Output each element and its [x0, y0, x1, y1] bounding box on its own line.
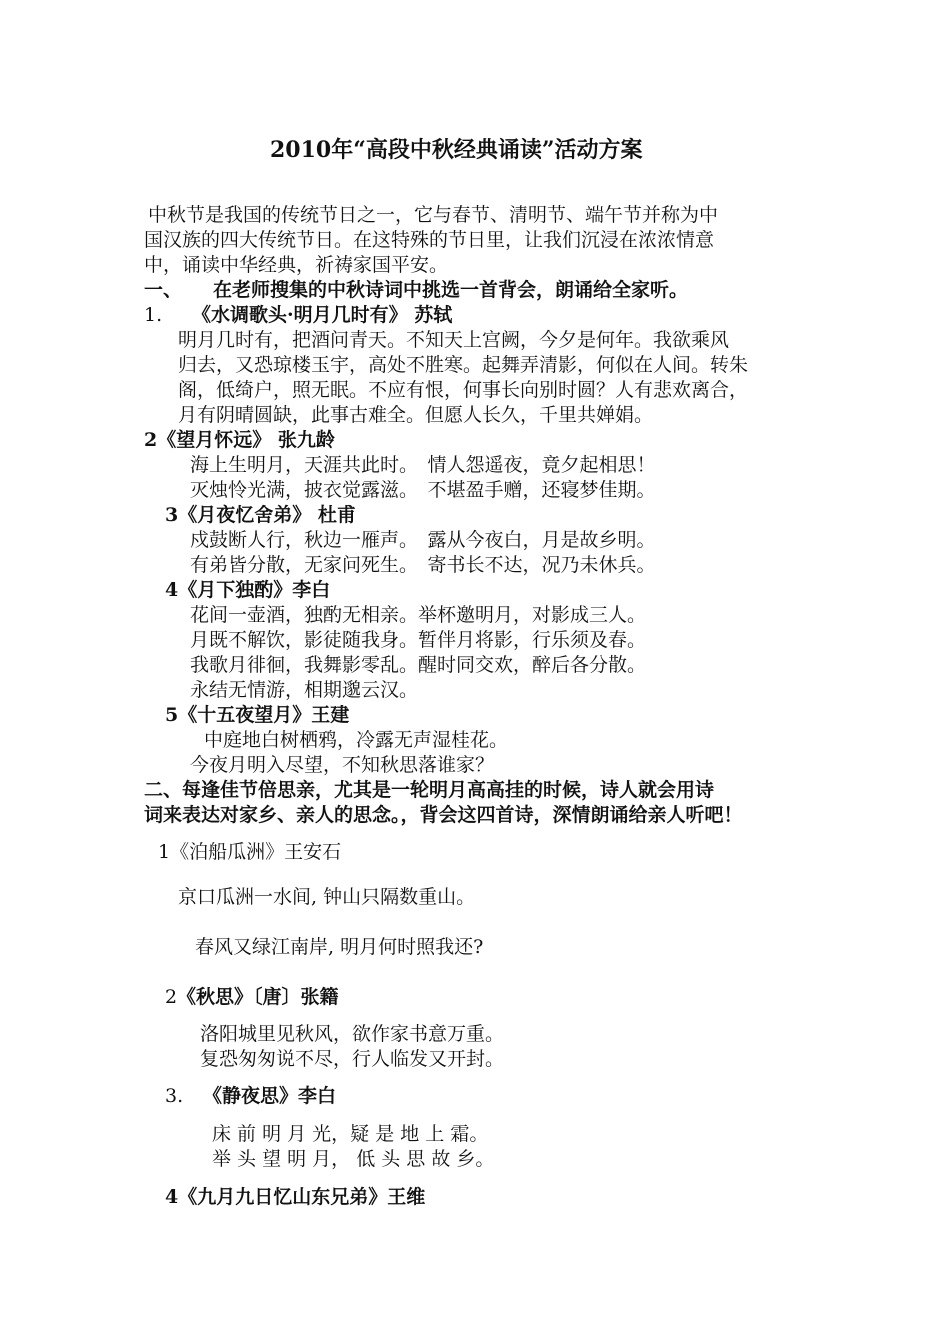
poem-heading: 2《望月怀远》 张九龄	[144, 429, 335, 451]
poem-number: 3.	[165, 1085, 184, 1107]
page-title: 2010年“高段中秋经典诵读”活动方案	[270, 137, 643, 163]
poem-number: 2	[165, 986, 178, 1008]
poem-heading: 《水调歌头·明月几时有》 苏轼	[192, 304, 453, 326]
intro-line: 中秋节是我国的传统节日之一，它与春节、清明节、端午节并称为中	[148, 204, 719, 226]
section2-heading-line: 词来表达对家乡、亲人的思念。，背会这四首诗，深情朗诵给亲人听吧！	[144, 804, 743, 826]
poem-line: 京口瓜洲一水间, 钟山只隔数重山。	[178, 886, 476, 908]
intro-line: 中，诵读中华经典，祈祷家国平安。	[144, 254, 449, 276]
poem-line: 中庭地白树栖鸦，冷露无声湿桂花。	[204, 729, 509, 751]
poem-line: 永结无情游，相期邈云汉。	[190, 679, 419, 701]
poem-line: 洛阳城里见秋风，欲作家书意万重。	[200, 1023, 505, 1045]
poem-line: 举 头 望 明 月， 低 头 思 故 乡。	[212, 1148, 495, 1170]
poem-heading: 3《月夜忆舍弟》 杜甫	[165, 504, 356, 526]
poem-line: 明月几时有，把酒问青天。不知天上宫阙，今夕是何年。我欲乘风	[178, 329, 730, 351]
poem-line: 复恐匆匆说不尽，行人临发又开封。	[200, 1048, 505, 1070]
poem-line: 月有阴晴圆缺，此事古难全。但愿人长久，千里共婵娟。	[178, 404, 654, 426]
poem-heading: 《静夜思》李白	[203, 1085, 337, 1107]
poem-line: 月既不解饮，影徒随我身。暂伴月将影，行乐须及春。	[190, 629, 647, 651]
poem-heading: 5《十五夜望月》王建	[165, 704, 350, 726]
poem-number: 1.	[144, 304, 163, 326]
poem-line: 灭烛怜光满，披衣觉露滋。 不堪盈手赠，还寝梦佳期。	[190, 479, 656, 501]
poem-line: 床 前 明 月 光，疑 是 地 上 霜。	[212, 1123, 489, 1145]
section2-heading-line: 二、每逢佳节倍思亲，尤其是一轮明月高高挂的时候，诗人就会用诗	[144, 779, 715, 801]
poem-line: 归去，又恐琼楼玉宇，高处不胜寒。起舞弄清影，何似在人间。转朱	[178, 354, 749, 376]
poem-line: 戍鼓断人行，秋边一雁声。 露从今夜白，月是故乡明。	[190, 529, 656, 551]
section1-heading: 在老师搜集的中秋诗词中挑选一首背会，朗诵给全家听。	[213, 279, 689, 301]
poem-heading: 《秋思》〔唐〕张籍	[177, 986, 339, 1008]
poem-line: 花间一壶酒，独酌无相亲。举杯邀明月，对影成三人。	[190, 604, 647, 626]
section1-heading-num: 一、	[144, 279, 183, 301]
poem-line: 我歌月徘徊，我舞影零乱。醒时同交欢，醉后各分散。	[190, 654, 647, 676]
poem-line: 春风又绿江南岸, 明月何时照我还?	[195, 936, 484, 958]
poem-heading: 4《九月九日忆山东兄弟》王维	[165, 1186, 426, 1208]
poem-line: 今夜月明入尽望，不知秋思落谁家？	[190, 754, 495, 776]
poem-heading: 4《月下独酌》李白	[165, 579, 331, 601]
poem-heading: 1《泊船瓜洲》王安石	[158, 841, 342, 863]
poem-line: 阁，低绮户，照无眠。不应有恨，何事长向别时圆？人有悲欢离合，	[178, 379, 749, 401]
intro-line: 国汉族的四大传统节日。在这特殊的节日里，让我们沉浸在浓浓情意	[144, 229, 715, 251]
poem-line: 海上生明月，天涯共此时。 情人怨遥夜，竟夕起相思！	[190, 454, 656, 476]
poem-line: 有弟皆分散，无家问死生。 寄书长不达，况乃未休兵。	[190, 554, 656, 576]
